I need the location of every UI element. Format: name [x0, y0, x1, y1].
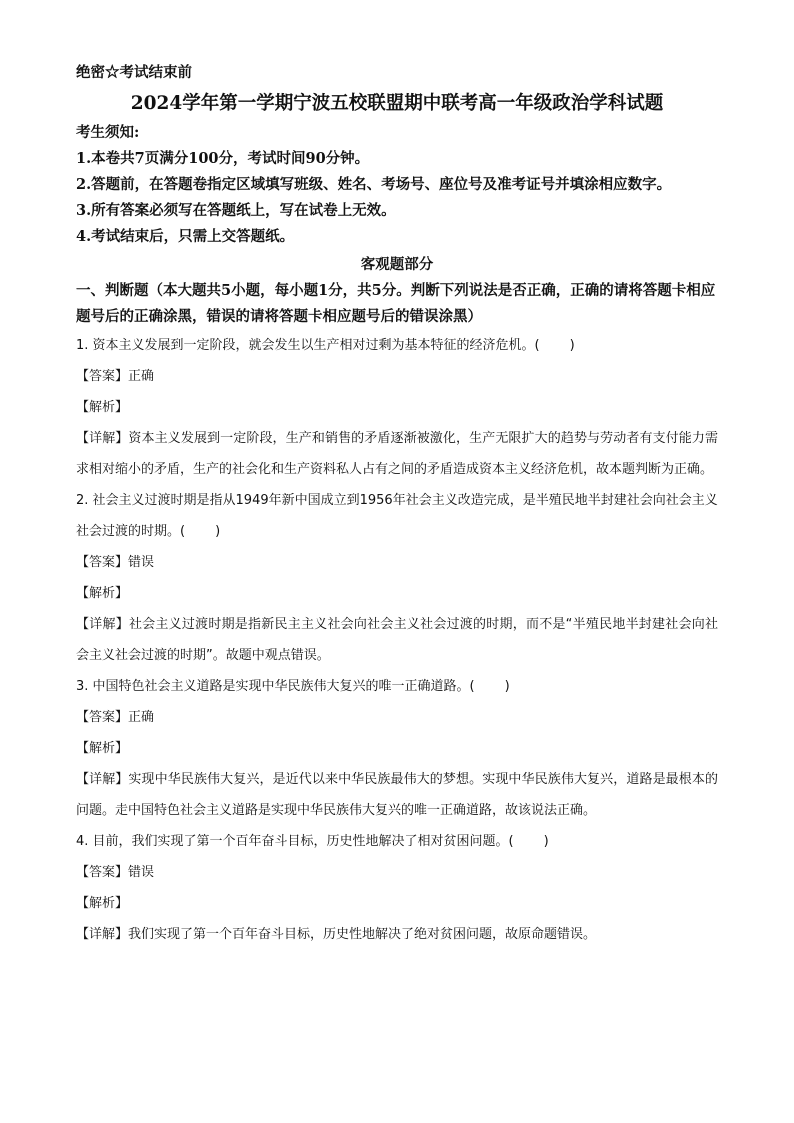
- exam-title: 2024学年第一学期宁波五校联盟期中联考高一年级政治学科试题: [130, 93, 664, 114]
- answer-row: [76, 702, 718, 733]
- detail-label: 【详解】: [76, 927, 129, 942]
- question-stem: [76, 485, 718, 547]
- question-block: [76, 330, 718, 485]
- question-paren-close: ): [504, 679, 510, 694]
- detail-paragraph: [76, 423, 718, 485]
- answer-label: 【答案】: [76, 710, 129, 725]
- detail-label: 【详解】: [76, 431, 129, 446]
- answer-row: [76, 857, 718, 888]
- question-text: 4. 目前，我们实现了第一个百年奋斗目标，历史性地解决了相对贫困问题。(: [76, 834, 514, 849]
- section-heading: 一、判断题（本大题共5小题，每小题1分，共5分。判断下列说法是否正确，正确的请将答题卡相应题号后的正确涂黑，错误的请将答题卡相应题号后的错误涂黑）: [76, 282, 716, 325]
- question-paren-close: ): [215, 524, 221, 539]
- question-text: 2. 社会主义过渡时期是指从1949年新中国成立到1956年社会主义改造完成，是半殖民地半封建社会向社会主义社会过渡的时期。(: [76, 493, 718, 539]
- question-stem: [76, 671, 718, 702]
- question-text: 1. 资本主义发展到一定阶段，就会发生以生产相对过剩为基本特征的经济危机。(: [76, 338, 540, 353]
- detail-paragraph: [76, 764, 718, 826]
- detail-label: 【详解】: [76, 772, 129, 787]
- detail-text: 我们实现了第一个百年奋斗目标，历史性地解决了绝对贫困问题，故原命题错误。: [128, 927, 597, 942]
- analysis-label: 【解析】: [76, 741, 129, 756]
- question-block: [76, 826, 718, 950]
- answer-value: 正确: [128, 369, 155, 384]
- notice-item: 3.所有答案必须写在答题纸上，写在试卷上无效。: [76, 202, 396, 219]
- question-paren-close: ): [569, 338, 575, 353]
- question-stem: [76, 826, 718, 857]
- answer-label: 【答案】: [76, 555, 129, 570]
- notice-item: 4.考试结束后，只需上交答题纸。: [76, 228, 295, 245]
- detail-paragraph: [76, 609, 718, 671]
- detail-text: 实现中华民族伟大复兴，是近代以来中华民族最伟大的梦想。实现中华民族伟大复兴，道路是最根本的问题。走中国特色社会主义道路是实现中华民族伟大复兴的唯一正确道路，故该说法正确。: [76, 772, 718, 818]
- answer-row: [76, 361, 718, 392]
- question-stem: [76, 330, 718, 361]
- detail-label: 【详解】: [76, 617, 129, 632]
- answer-label: 【答案】: [76, 369, 129, 384]
- detail-text: 社会主义过渡时期是指新民主主义社会向社会主义社会过渡的时期，而不是“半殖民地半封建社会向社会主义社会过渡的时期”。故题中观点错误。: [76, 617, 718, 663]
- notice-item: 2.答题前，在答题卷指定区域填写班级、姓名、考场号、座位号及准考证号并填涂相应数字。: [76, 176, 672, 193]
- question-paren-close: ): [543, 834, 549, 849]
- notice-item: 1.本卷共7页满分100分，考试时间90分钟。: [76, 150, 370, 167]
- detail-paragraph: [76, 919, 718, 950]
- question-text: 3. 中国特色社会主义道路是实现中华民族伟大复兴的唯一正确道路。(: [76, 679, 475, 694]
- question-block: [76, 671, 718, 826]
- answer-row: [76, 547, 718, 578]
- section-title: 客观题部分: [360, 256, 434, 273]
- analysis-label: 【解析】: [76, 586, 129, 601]
- analysis-label: 【解析】: [76, 400, 129, 415]
- answer-value: 错误: [128, 555, 155, 570]
- detail-text: 资本主义发展到一定阶段，生产和销售的矛盾逐渐被激化，生产无限扩大的趋势与劳动者有支付能力需求相对缩小的矛盾，生产的社会化和生产资料私人占有之间的矛盾造成资本主义经济危机，故本题判断为正确。: [76, 431, 718, 477]
- question-block: [76, 485, 718, 671]
- answer-label: 【答案】: [76, 865, 129, 880]
- answer-value: 正确: [128, 710, 155, 725]
- answer-value: 错误: [128, 865, 155, 880]
- confidential-label: 绝密☆考试结束前: [76, 64, 192, 81]
- notice-heading: 考生须知:: [76, 124, 140, 141]
- analysis-label: 【解析】: [76, 896, 129, 911]
